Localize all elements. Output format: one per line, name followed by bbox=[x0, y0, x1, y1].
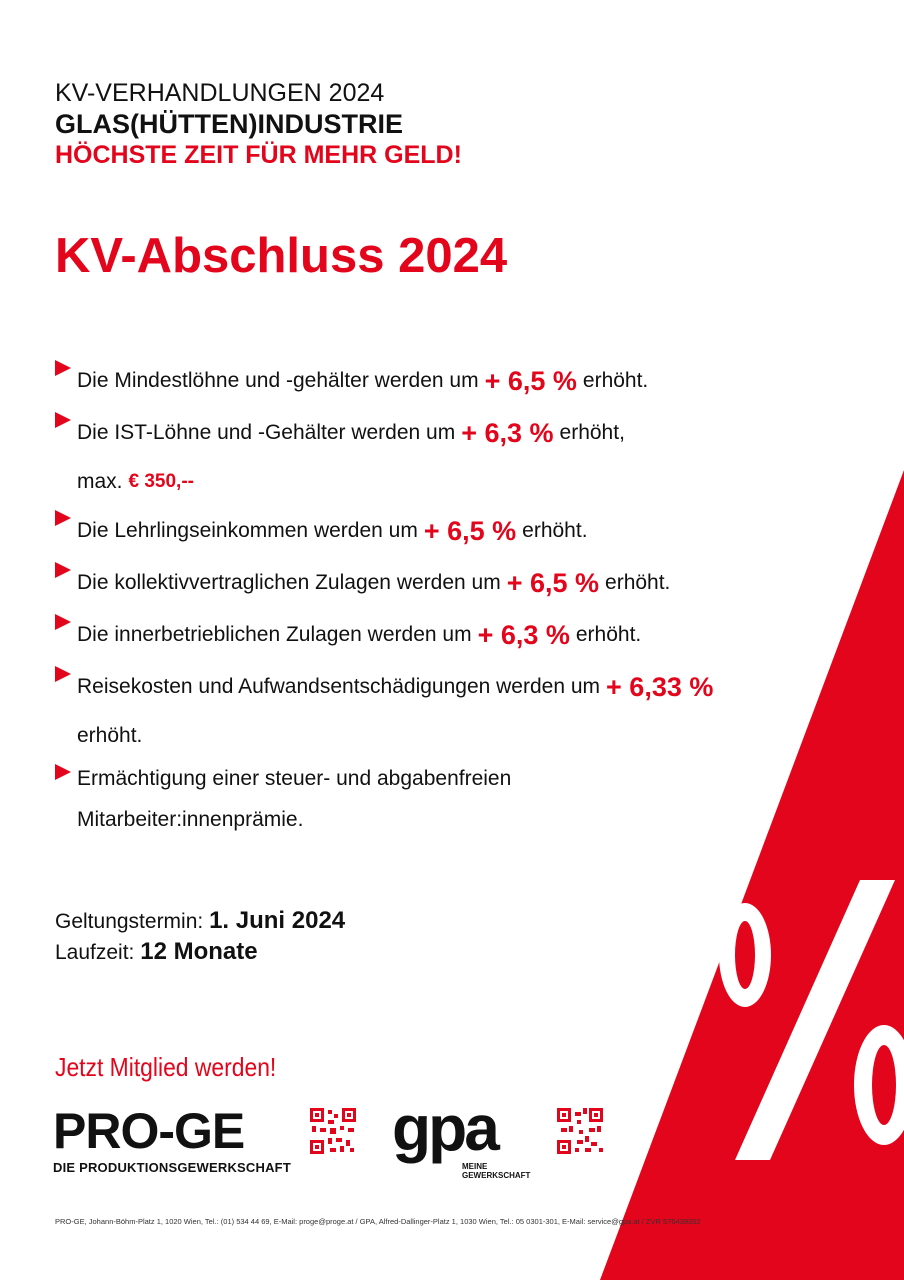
triangle-bullet-icon bbox=[55, 764, 71, 780]
proge-logo-tagline: DIE PRODUKTIONSGEWERKSCHAFT bbox=[53, 1160, 291, 1175]
list-item bbox=[55, 407, 835, 505]
item-text-line2: Mitarbeiter:innenprämie. bbox=[77, 808, 304, 831]
list-item bbox=[55, 355, 835, 407]
list-item bbox=[55, 609, 835, 661]
item-text: Die kollektivvertraglichen Zulagen werden um bbox=[77, 571, 501, 594]
item-text-end: erhöht, bbox=[559, 421, 625, 444]
list-item bbox=[55, 557, 835, 609]
triangle-bullet-icon bbox=[55, 614, 71, 630]
header-line-2: GLAS(HÜTTEN)INDUSTRIE bbox=[55, 109, 403, 139]
duration-label: Laufzeit: bbox=[55, 941, 135, 964]
validity-info bbox=[55, 906, 345, 968]
qr-code-icon bbox=[557, 1108, 603, 1154]
triangle-bullet-icon bbox=[55, 562, 71, 578]
triangle-bullet-icon bbox=[55, 412, 71, 428]
item-percentage: + 6,3 % bbox=[461, 418, 554, 448]
list-item bbox=[55, 759, 835, 841]
item-text: Reisekosten und Aufwandsentschädigungen werden um bbox=[77, 675, 601, 698]
item-text: Die IST-Löhne und -Gehälter werden um bbox=[77, 421, 456, 444]
list-item bbox=[55, 661, 835, 759]
item-text-end: erhöht. bbox=[582, 369, 649, 392]
duration-value: 12 Monate bbox=[140, 938, 258, 965]
validity-date-label: Geltungstermin: bbox=[55, 910, 204, 933]
item-text: Die innerbetrieblichen Zulagen werden um bbox=[77, 623, 472, 646]
item-text-line2: erhöht. bbox=[77, 724, 143, 747]
page-title: KV-Abschluss 2024 bbox=[55, 229, 508, 283]
item-text-line2: max. bbox=[77, 470, 123, 493]
item-text: Die Mindestlöhne und -gehälter werden um bbox=[77, 369, 479, 392]
list-item bbox=[55, 505, 835, 557]
triangle-bullet-icon bbox=[55, 510, 71, 526]
item-text: Die Lehrlingseinkommen werden um bbox=[77, 519, 418, 542]
item-text: Ermächtigung einer steuer- und abgabenfreien bbox=[77, 767, 512, 790]
join-cta: Jetzt Mitglied werden! bbox=[55, 1052, 277, 1082]
item-text-end: erhöht. bbox=[575, 623, 642, 646]
triangle-bullet-icon bbox=[55, 666, 71, 682]
agreement-list bbox=[55, 355, 835, 841]
header-block bbox=[55, 78, 462, 171]
proge-logo bbox=[53, 1103, 291, 1175]
gpa-logo bbox=[392, 1092, 531, 1180]
item-amount: € 350,-- bbox=[128, 471, 194, 492]
header-line-1: KV-VERHANDLUNGEN 2024 bbox=[55, 79, 385, 107]
header-line-3: HÖCHSTE ZEIT FÜR MEHR GELD! bbox=[55, 141, 462, 169]
item-percentage: + 6,33 % bbox=[606, 672, 714, 702]
item-text-end: erhöht. bbox=[605, 571, 671, 594]
proge-logo-name: PRO-GE bbox=[53, 1103, 245, 1159]
item-percentage: + 6,5 % bbox=[484, 366, 577, 396]
item-percentage: + 6,3 % bbox=[477, 620, 570, 650]
item-percentage: + 6,5 % bbox=[423, 516, 517, 546]
validity-date-value: 1. Juni 2024 bbox=[209, 907, 346, 934]
item-percentage: + 6,5 % bbox=[506, 568, 600, 598]
gpa-logo-name: gpa bbox=[392, 1092, 497, 1164]
qr-code-icon bbox=[310, 1108, 356, 1154]
gpa-logo-tagline: MEINE GEWERKSCHAFT bbox=[462, 1162, 531, 1180]
item-text-end: erhöht. bbox=[522, 519, 588, 542]
triangle-bullet-icon bbox=[55, 360, 71, 376]
footer-address: PRO-GE, Johann-Böhm-Platz 1, 1020 Wien, Tel.: (01) 534 44 69, E-Mail: proge@proge.at / GPA, Alfred-Dallinger-Platz 1, 1030 Wien, Tel.: 05 0301-301, E-Mail: service@gpa.at / ZVR 576439352 bbox=[55, 1217, 701, 1226]
